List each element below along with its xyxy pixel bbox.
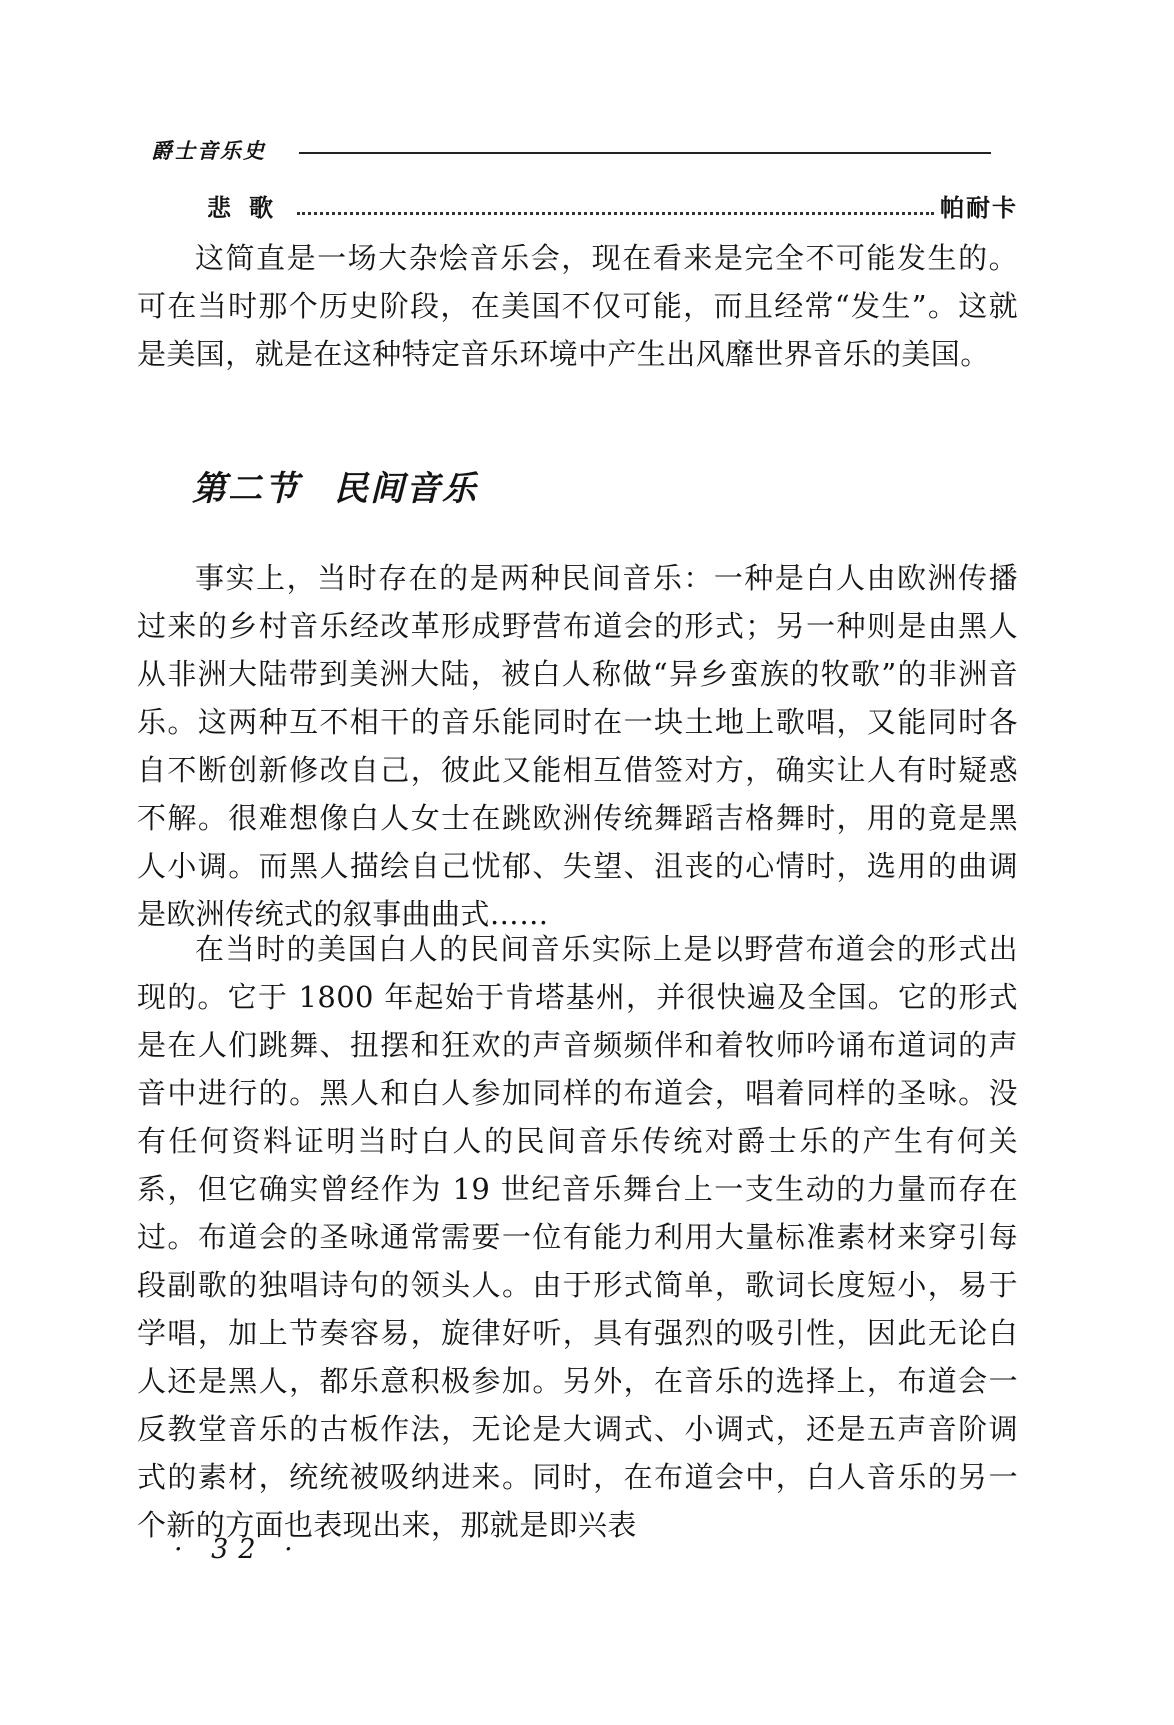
- running-head: [151, 136, 991, 166]
- header-rule: [299, 152, 991, 154]
- paragraph-1: 这简直是一场大杂烩音乐会，现在看来是完全不可能发生的。可在当时那个历史阶段，在美国不仅可能，而且经常“发生”。这就是美国，就是在这种特定音乐环境中产生出风靡世界音乐的美国。: [137, 241, 1018, 371]
- section-heading: [192, 465, 478, 513]
- program-line: [207, 185, 1018, 225]
- page-number: · 32 ·: [174, 1534, 303, 1565]
- paragraph-2: 事实上，当时存在的是两种民间音乐：一种是白人由欧洲传播过来的乡村音乐经改革形成野营布道会的形式；另一种则是由黑人从非洲大陆带到美洲大陆，被白人称做“异乡蛮族的牧歌”的非洲音乐。这两种互不相干的音乐能同时在一块土地上歌唱，又能同时各自不断创新修改自己，彼此又能相互借签对方，确实让人有时疑惑不解。很难想像白人女士在跳欧洲传统舞蹈吉格舞时，用的竟是黑人小调。而黑人描绘自己忧郁、失望、沮丧的心情时，选用的曲调是欧洲传统式的叙事曲曲式……: [137, 561, 1018, 931]
- book-title: 爵士音乐史: [151, 138, 266, 163]
- paragraph-3: 在当时的美国白人的民间音乐实际上是以野营布道会的形式出现的。它于 1800 年起始于肯塔基州，并很快遍及全国。它的形式是在人们跳舞、扭摆和狂欢的声音频频伴和着牧师吟诵布道词的声音中进行的。黑人和白人参加同样的布道会，唱着同样的圣咏。没有任何资料证明当时白人的民间音乐传统对爵士乐的产生有何关系，但它确实曾经作为 19 世纪音乐舞台上一支生动的力量而存在过。布道会的圣咏通常需要一位有能力利用大量标准素材来穿引每段副歌的独唱诗句的领头人。由于形式简单，歌词长度短小，易于学唱，加上节奏容易，旋律好听，具有强烈的吸引性，因此无论白人还是黑人，都乐意积极参加。另外，在音乐的选择上，布道会一反教堂音乐的古板作法，无论是大调式、小调式，还是五声音阶调式的素材，统统被吸纳进来。同时，在布道会中，白人音乐的另一个新的方面也表现出来，那就是即兴表: [137, 932, 1018, 1542]
- program-item-title: 悲歌: [207, 192, 291, 222]
- dot-leader: [297, 196, 934, 215]
- program-item-author: 帕耐卡: [940, 192, 1018, 222]
- section-number: 第二节: [192, 469, 300, 509]
- section-title: 民间音乐: [334, 469, 478, 509]
